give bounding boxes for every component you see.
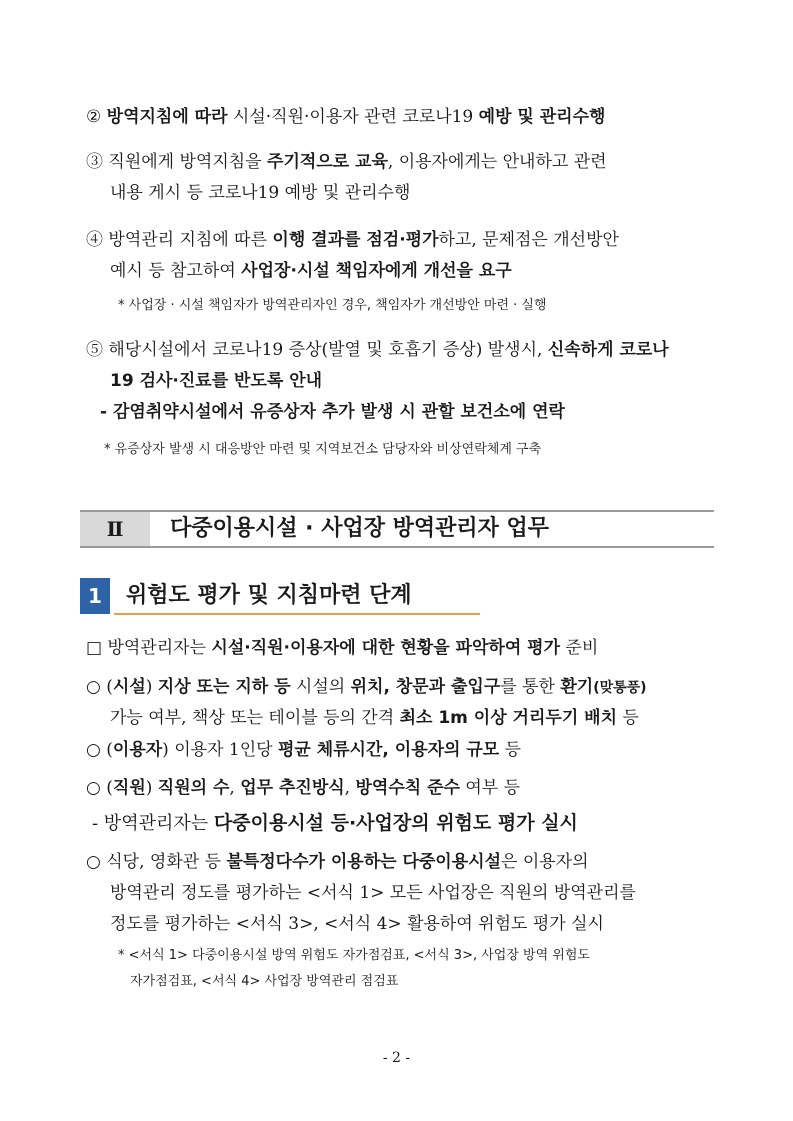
section-number: Ⅱ [80, 512, 150, 546]
subsection-number: 1 [80, 578, 110, 614]
form-note-2: 자가점검표, <서식 4> 사업장 방역관리 점검표 [130, 974, 399, 989]
circle-item-staff: ○ (직원) 직원의 수, 업무 추진방식, 방역수칙 준수 여부 등 [86, 778, 521, 798]
subsection-underline [114, 613, 480, 615]
circle-item-facility-line2: 가능 여부, 책상 또는 테이블 등의 간격 최소 1m 이상 거리두기 배치 등 [110, 708, 639, 728]
item-4: ④ 방역관리 지침에 따른 이행 결과를 점검·평가하고, 문제점은 개선방안 [86, 230, 619, 250]
box-item: □ 방역관리자는 시설·직원·이용자에 대한 현황을 파악하여 평가 준비 [86, 638, 599, 658]
circle-item-user: ○ (이용자) 이용자 1인당 평균 체류시간, 이용자의 규모 등 [86, 740, 522, 760]
subsection-title: 위험도 평가 및 지침마련 단계 [126, 583, 412, 608]
item-4-line2: 예시 등 참고하여 사업장·시설 책임자에게 개선을 요구 [110, 261, 512, 281]
item-3: ③ 직원에게 방역지침을 주기적으로 교육, 이용자에게는 안내하고 관련 [86, 152, 607, 172]
circle-item-restaurant-line2: 방역관리 정도를 평가하는 <서식 1> 모든 사업장은 직원의 방역관리를 [110, 883, 636, 903]
item-5-line2: 19 검사·진료를 반도록 안내 [110, 371, 323, 391]
item-5: ⑤ 해당시설에서 코로나19 증상(발열 및 호흡기 증상) 발생시, 신속하게 코로나 [86, 340, 669, 360]
item-5-dash: - 감염취약시설에서 유증상자 추가 발생 시 관할 보건소에 연락 [100, 402, 565, 422]
circle-item-restaurant-line3: 정도를 평가하는 <서식 3>, <서식 4> 활용하여 위험도 평가 실시 [110, 914, 604, 934]
form-note-1: * <서식 1> 다중이용시설 방역 위험도 자가점검표, <서식 3>, 사업장 방역 위험도 [118, 948, 590, 963]
circle-item-restaurant: ○ 식당, 영화관 등 불특정다수가 이용하는 다중이용시설은 이용자의 [86, 852, 589, 872]
circle-item-facility: ○ (시설) 지상 또는 지하 등 시설의 위치, 창문과 출입구를 통한 환기(맞통풍) [86, 677, 647, 697]
section-title: 다중이용시설 · 사업장 방역관리자 업무 [170, 516, 550, 541]
section-header [80, 510, 714, 548]
item-3-line2: 내용 게시 등 코로나19 예방 및 관리수행 [110, 183, 411, 203]
dash-item: - 방역관리자는 다중이용시설 등·사업장의 위험도 평가 실시 [92, 812, 578, 834]
item-4-note: * 사업장 · 시설 책임자가 방역관리자인 경우, 책임자가 개선방안 마련 · 실행 [118, 298, 547, 313]
item-5-note: * 유증상자 발생 시 대응방안 마련 및 지역보건소 담당자와 비상연락체계 구축 [104, 442, 542, 457]
page-number: - 2 - [382, 1050, 411, 1066]
item-2: ② 방역지침에 따라 시설·직원·이용자 관련 코로나19 예방 및 관리수행 [86, 107, 606, 127]
